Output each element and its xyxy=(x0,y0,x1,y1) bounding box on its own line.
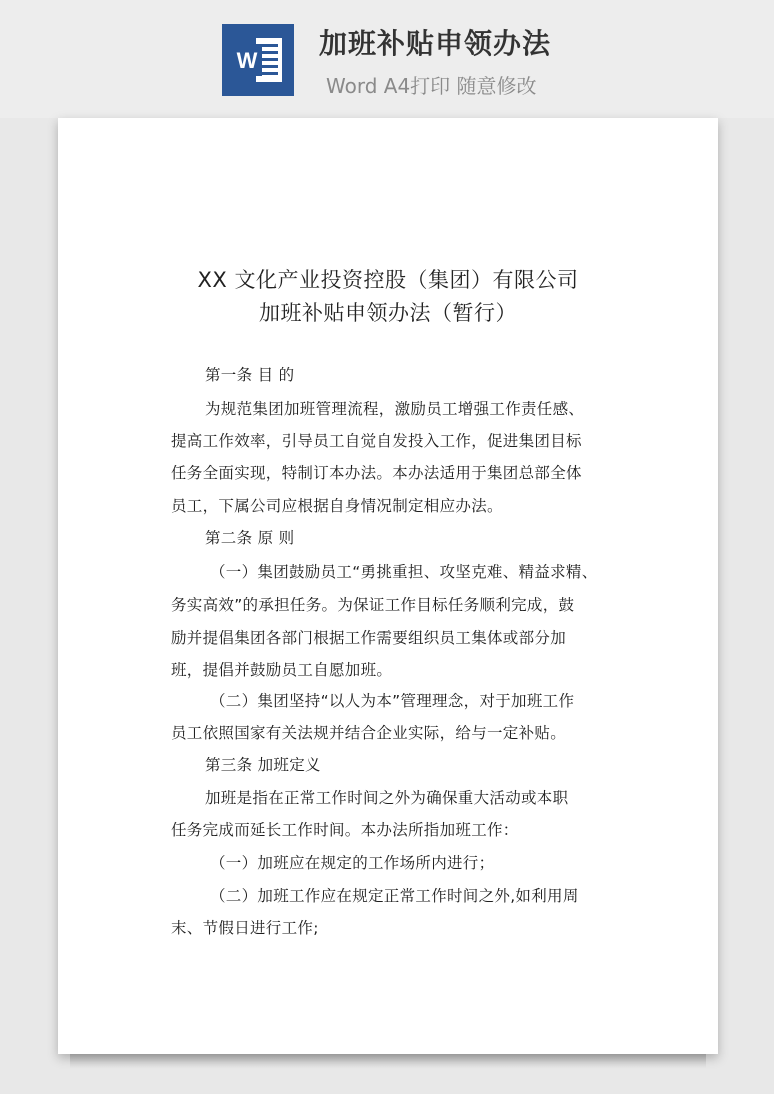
paragraph-line: （一）集团鼓励员工“勇挑重担、攻坚克难、精益求精、 xyxy=(210,563,598,581)
document-body xyxy=(58,118,718,1054)
paragraph-line: 为规范集团加班管理流程，激励员工增强工作责任感、 xyxy=(205,400,585,418)
svg-text:W: W xyxy=(236,48,258,73)
paragraph-line: 员工，下属公司应根据自身情况制定相应办法。 xyxy=(171,497,503,515)
header-title: 加班补贴申领办法 xyxy=(319,27,552,60)
paragraph-line: 末、节假日进行工作; xyxy=(171,919,319,937)
paragraph-line: （二）加班工作应在规定正常工作时间之外,如利用周 xyxy=(210,887,579,905)
page-shadow xyxy=(70,1054,706,1068)
article-heading: 第一条 目 的 xyxy=(205,366,295,384)
paragraph-line: 提高工作效率，引导员工自觉自发投入工作，促进集团目标 xyxy=(171,432,582,450)
paragraph-line: 员工依照国家有关法规并结合企业实际，给与一定补贴。 xyxy=(171,724,567,742)
page-header xyxy=(0,0,774,118)
paragraph-line: 班，提倡并鼓励员工自愿加班。 xyxy=(171,661,393,679)
paragraph-line: 加班是指在正常工作时间之外为确保重大活动或本职 xyxy=(205,789,569,807)
paragraph-line: 任务完成而延长工作时间。本办法所指加班工作： xyxy=(171,821,519,839)
word-document-icon xyxy=(222,24,294,96)
article-heading: 第三条 加班定义 xyxy=(205,756,321,774)
paragraph-line: 任务全面实现，特制订本办法。本办法适用于集团总部全体 xyxy=(171,464,582,482)
paragraph-line: （一）加班应在规定的工作场所内进行； xyxy=(210,854,495,872)
paragraph-line: 务实高效”的承担任务。为保证工作目标任务顺利完成，鼓 xyxy=(171,596,575,614)
document-title-line1: XX 文化产业投资控股（集团）有限公司 xyxy=(197,268,579,292)
paragraph-line: （二）集团坚持“以人为本”管理理念，对于加班工作 xyxy=(210,692,575,710)
paragraph-line: 励并提倡集团各部门根据工作需要组织员工集体或部分加 xyxy=(171,629,567,647)
article-heading: 第二条 原 则 xyxy=(205,529,295,547)
header-subtitle: Word A4打印 随意修改 xyxy=(326,74,537,98)
document-page xyxy=(58,118,718,1054)
document-title-line2: 加班补贴申领办法（暂行） xyxy=(259,301,517,325)
